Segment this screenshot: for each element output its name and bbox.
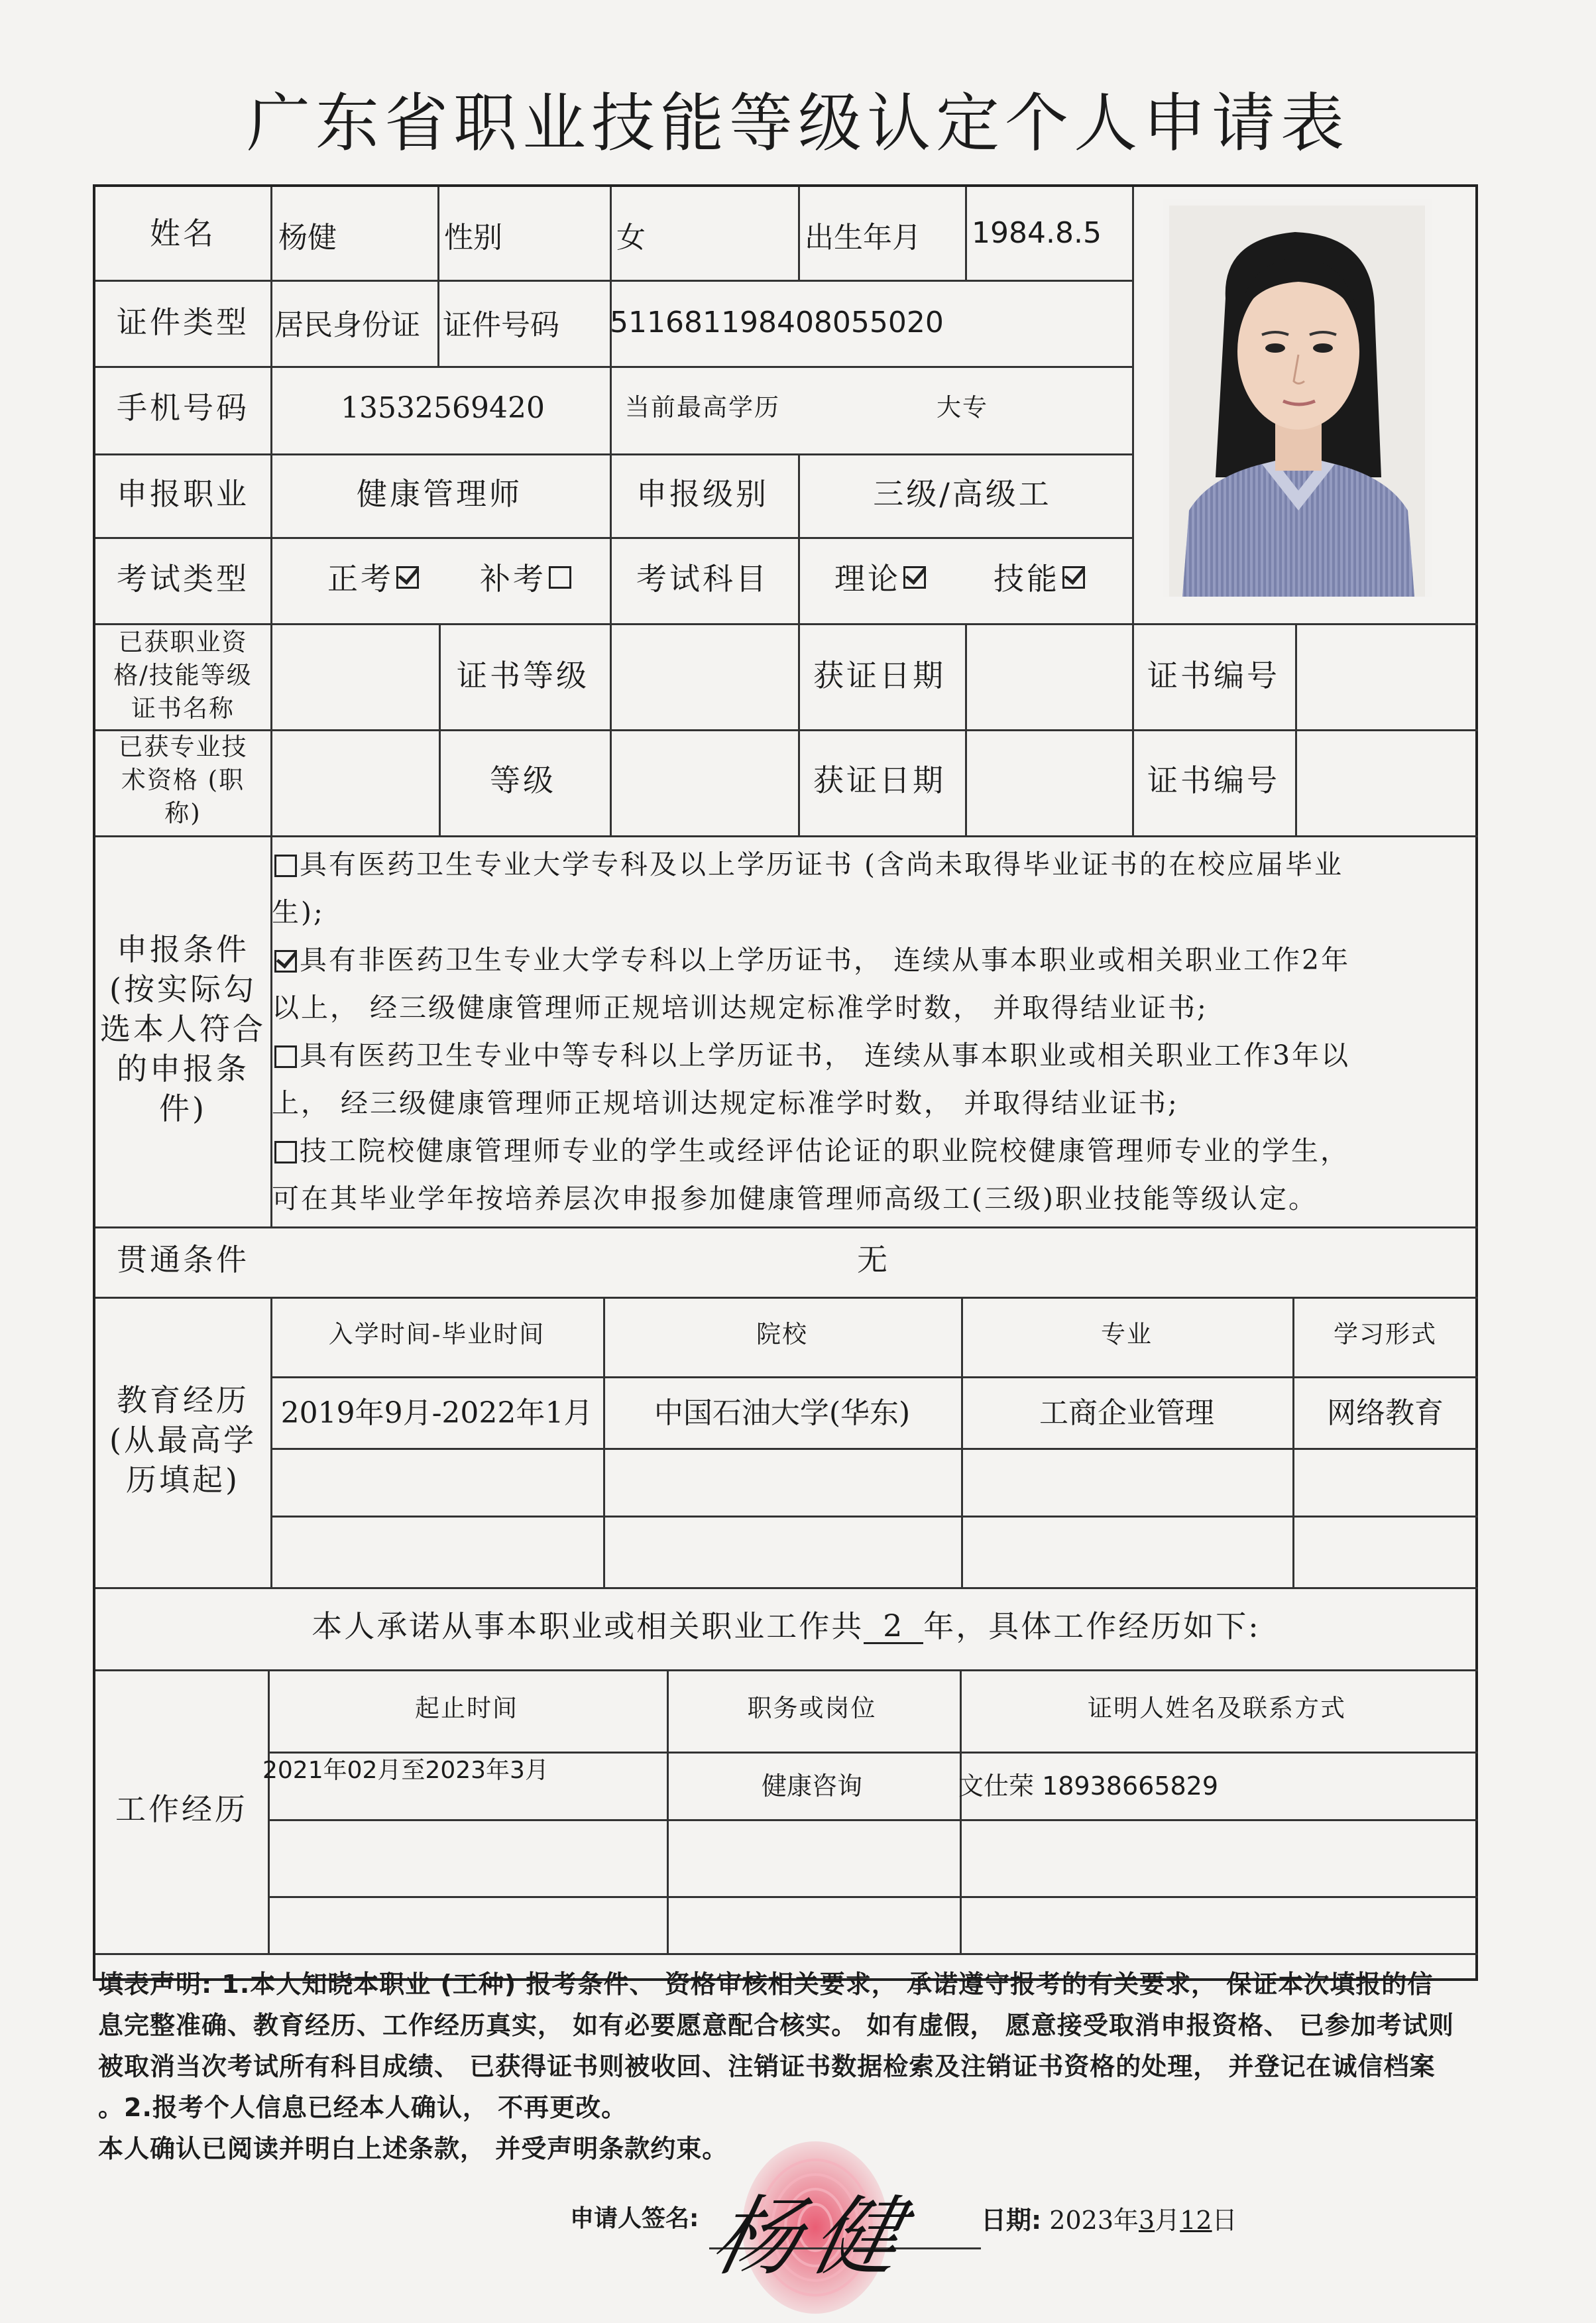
portrait-image (1163, 199, 1432, 597)
theory-label: 理论 (834, 561, 901, 597)
through-condition-label: 贯通条件 (117, 1242, 249, 1278)
skill-option[interactable] (981, 536, 1100, 622)
condition-4-line1: 技工院校健康管理师专业的学生或经评估论证的职业院校健康管理师专业的学生， (300, 1135, 1349, 1167)
exam-type-label: 考试类型 (117, 561, 249, 597)
title-number-label: 证书编号 (1147, 762, 1280, 798)
work-row-position: 健康咨询 (761, 1771, 862, 1801)
education-header-school: 院校 (756, 1320, 808, 1348)
work-row-reference: 文仕荣 18938665829 (958, 1771, 1219, 1801)
conditions-label-line1: 申报条件 (117, 931, 249, 967)
declaration-line1: 填表声明: 1.本人知晓本职业 (工种) 报考条件、 资格审核相关要求， 承诺遵守报考的有关要求， 保证本次填报的信 (98, 1970, 1434, 1999)
condition-1-line1: 具有医药卫生专业大学专科及以上学历证书 (含尚未取得毕业证书的在校应届毕业 (300, 849, 1344, 880)
birth-label: 出生年月 (805, 221, 921, 255)
education-header-period: 入学时间-毕业时间 (328, 1320, 545, 1348)
commitment-years: 2 (864, 1609, 923, 1644)
applicant-photo (1163, 199, 1432, 597)
education-level-value: 大专 (937, 393, 988, 422)
phone-value: 13532569420 (341, 390, 545, 425)
education-row-mode: 网络教育 (1327, 1396, 1444, 1430)
regular-exam-option[interactable] (312, 536, 437, 622)
phone-label: 手机号码 (117, 390, 249, 426)
gender-value: 女 (616, 221, 646, 255)
title-date-label: 获证日期 (813, 762, 946, 798)
conditions-label-line5: 件) (159, 1091, 207, 1126)
cert-level-label: 证书等级 (457, 658, 589, 693)
conditions-label-line4: 的申报条 (117, 1051, 249, 1087)
through-condition-value: 无 (857, 1242, 890, 1278)
form-title: 广东省职业技能等级认定个人申请表 (247, 86, 1349, 160)
declaration-line5: 本人确认已阅读并明白上述条款， 并受声明条款约束。 (98, 2134, 728, 2163)
declaration-line3: 被取消当次考试所有科目成绩、 已获得证书则被收回、注销证书数据检索及注销证书资格的处理， 并登记在诚信档案 (98, 2052, 1436, 2081)
condition-item-4[interactable] (272, 1127, 1465, 1222)
vocational-cert-label-line1: 已获职业资 (118, 628, 248, 656)
condition-3-line1: 具有医药卫生专业中等专科以上学历证书， 连续从事本职业或相关职业工作3年以 (300, 1040, 1351, 1071)
title-grade-label: 等级 (490, 762, 556, 798)
commitment-statement (95, 1586, 1477, 1667)
education-row-school: 中国石油大学(华东) (654, 1396, 911, 1430)
date-month: 3 (1139, 2206, 1155, 2235)
level-value: 三级/高级工 (873, 476, 1052, 512)
professional-title-label-line2: 术资格 (职 (121, 766, 245, 794)
date-day-unit: 日 (1212, 2206, 1237, 2235)
condition-item-1[interactable] (272, 841, 1465, 936)
education-label-line2: (从最高学 (109, 1422, 256, 1458)
condition-item-3[interactable] (272, 1032, 1465, 1127)
signature-date (981, 2200, 1237, 2236)
occupation-label: 申报职业 (117, 476, 249, 512)
conditions-label-line2: (按实际勾 (109, 971, 256, 1007)
vocational-cert-label-line2: 格/技能等级 (113, 661, 253, 689)
condition-4-line2: 可在其毕业学年按培养层次申报参加健康管理师高级工(三级)职业技能等级认定。 (272, 1183, 1318, 1215)
condition-2-line1: 具有非医药卫生专业大学专科以上学历证书， 连续从事本职业或相关职业工作2年 (300, 944, 1351, 976)
id-number-value: 511681198408055020 (610, 305, 944, 339)
makeup-exam-option[interactable] (464, 536, 590, 622)
condition-3-checkbox[interactable] (274, 1045, 297, 1068)
declaration-line4: 。2.报考个人信息已经本人确认， 不再更改。 (98, 2093, 628, 2122)
vocational-cert-label (95, 623, 270, 728)
birth-value: 1984.8.5 (972, 216, 1102, 250)
signature-label: 申请人签名: (570, 2205, 699, 2232)
education-label-line1: 教育经历 (117, 1382, 249, 1418)
work-row-period: 2021年02月至2023年3月 (262, 1756, 549, 1784)
makeup-exam-checkbox[interactable] (549, 566, 571, 589)
work-experience-label: 工作经历 (115, 1791, 248, 1827)
name-label: 姓名 (150, 215, 216, 251)
theory-checkbox[interactable] (903, 566, 926, 589)
condition-item-2[interactable] (272, 936, 1465, 1032)
date-day: 12 (1180, 2206, 1212, 2235)
conditions-label-line3: 选本人符合 (100, 1011, 266, 1047)
work-header-reference: 证明人姓名及联系方式 (1088, 1694, 1346, 1722)
conditions-label (95, 834, 270, 1224)
declaration-line2: 息完整准确、教育经历、工作经历真实， 如有必要愿意配合核实。 如有虚假， 愿意接受取消申报资格、 已参加考试则 (98, 2011, 1454, 2040)
professional-title-label (95, 728, 270, 833)
gender-label: 性别 (444, 221, 502, 255)
condition-2-checkbox[interactable] (274, 950, 297, 973)
theory-option[interactable] (822, 536, 941, 622)
condition-3-line2: 上， 经三级健康管理师正规培训达规定标准学时数， 并取得结业证书; (272, 1087, 1179, 1119)
education-header-major: 专业 (1101, 1320, 1153, 1348)
name-value: 杨健 (278, 221, 337, 255)
date-year: 2023年 (1049, 2206, 1139, 2235)
date-label: 日期: (981, 2206, 1042, 2235)
id-type-label: 证件类型 (117, 304, 249, 340)
work-header-period: 起止时间 (415, 1694, 518, 1722)
commitment-suffix: 年，具体工作经历如下: (923, 1608, 1261, 1644)
professional-title-label-line1: 已获专业技 (118, 733, 248, 761)
condition-1-checkbox[interactable] (274, 855, 297, 877)
regular-exam-label: 正考 (327, 561, 394, 597)
skill-checkbox[interactable] (1062, 566, 1085, 589)
makeup-exam-label: 补考 (480, 561, 546, 597)
education-label-line3: 历填起) (126, 1462, 240, 1498)
cert-number-label: 证书编号 (1147, 658, 1280, 693)
occupation-value: 健康管理师 (357, 476, 522, 512)
id-type-value: 居民身份证 (274, 308, 420, 342)
vocational-cert-label-line3: 证书名称 (131, 694, 235, 723)
professional-title-label-line3: 称) (164, 799, 201, 827)
skill-label: 技能 (994, 561, 1060, 597)
handwritten-signature: 杨健 (703, 2186, 924, 2287)
exam-subject-label: 考试科目 (636, 561, 769, 597)
regular-exam-checkbox[interactable] (396, 566, 419, 589)
id-number-label: 证件号码 (443, 308, 559, 342)
level-label: 申报级别 (636, 476, 769, 512)
condition-4-checkbox[interactable] (274, 1141, 297, 1163)
work-header-position: 职务或岗位 (747, 1694, 877, 1722)
cert-date-label: 获证日期 (813, 658, 946, 693)
education-row-period: 2019年9月-2022年1月 (280, 1396, 593, 1430)
education-label (95, 1295, 270, 1584)
education-row-major: 工商企业管理 (1039, 1396, 1214, 1430)
education-header-mode: 学习形式 (1334, 1320, 1437, 1348)
condition-1-line2: 生); (272, 896, 325, 928)
commitment-prefix: 本人承诺从事本职业或相关职业工作共 (312, 1608, 864, 1644)
education-level-label: 当前最高学历 (625, 393, 780, 422)
condition-2-line2: 以上， 经三级健康管理师正规培训达规定标准学时数， 并取得结业证书; (272, 992, 1208, 1024)
date-month-unit: 月 (1155, 2206, 1180, 2235)
